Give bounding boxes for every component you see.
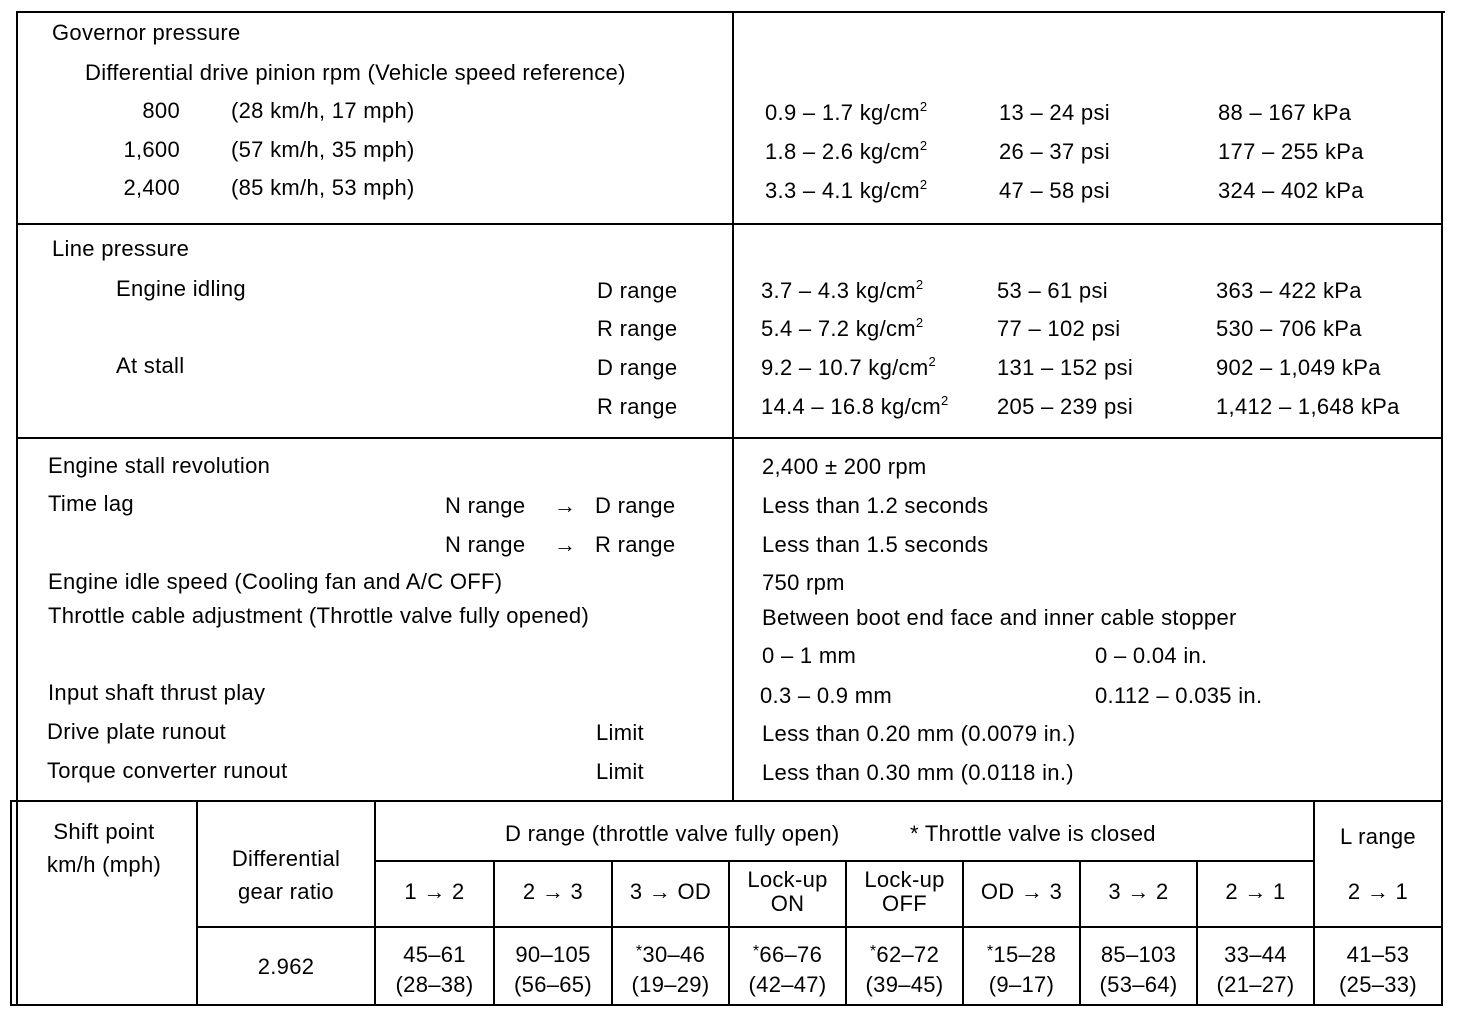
col-header-text: 3 → 2 (1108, 879, 1169, 904)
input-shaft-in: 0.112 – 0.035 in. (1095, 683, 1263, 708)
governor-kg-value: 1.8 – 2.6 kg/cm (765, 139, 920, 164)
divider-line-misc (16, 437, 1443, 439)
shift-mph: (56–65) (514, 972, 592, 997)
governor-psi: 13 – 24 psi (999, 100, 1110, 125)
col-header-lockup-off (847, 868, 962, 916)
shift-point-label: Shift point (53, 819, 155, 844)
column-divider-main (732, 11, 734, 801)
engine-idling-label: Engine idling (116, 276, 246, 301)
closed-throttle-star: * (635, 943, 643, 960)
col-header-l-2-1 (1315, 880, 1441, 904)
arrow-right-icon: → (554, 532, 577, 557)
governor-title: Governor pressure (52, 20, 241, 45)
shift-kmh: 15–28 (993, 942, 1057, 967)
shift-value-3-od (613, 940, 728, 1000)
governor-subtitle: Differential drive pinion rpm (Vehicle speed reference) (85, 60, 626, 85)
line-range: R range (597, 316, 678, 341)
governor-rpm: 1,600 (123, 137, 180, 162)
drive-plate-label: Drive plate runout (47, 719, 227, 744)
idle-speed-label: Engine idle speed (Cooling fan and A/C OFF) (48, 569, 503, 594)
drive-plate-limit: Limit (596, 720, 644, 745)
col-header-2-1 (1198, 880, 1313, 904)
closed-throttle-star: * (986, 943, 994, 960)
governor-kg-value: 3.3 – 4.1 kg/cm (765, 178, 920, 203)
closed-throttle-star: * (752, 943, 760, 960)
line-range: R range (597, 394, 678, 419)
governor-kpa: 88 – 167 kPa (1218, 100, 1352, 125)
time-lag-value: Less than 1.5 seconds (762, 532, 989, 557)
at-stall-label: At stall (116, 353, 185, 378)
shift-value-od-3 (964, 940, 1079, 1000)
line-range: D range (597, 278, 678, 303)
line-psi: 205 – 239 psi (997, 394, 1134, 419)
shift-mph: (19–29) (631, 972, 710, 997)
table-border-bottom (10, 1004, 1443, 1006)
governor-kpa: 324 – 402 kPa (1218, 178, 1364, 203)
governor-speed: (57 km/h, 35 mph) (231, 137, 415, 162)
divider-governor-line (16, 223, 1443, 225)
governor-speed: (28 km/h, 17 mph) (231, 98, 415, 123)
line-kg-value: 14.4 – 16.8 kg/cm (761, 394, 941, 419)
line-kg: 3.7 – 4.3 $kg/cm^2$ (761, 277, 924, 303)
col-header-text: 2 → 1 (1225, 879, 1286, 904)
governor-kg: 1.8 – 2.6 $kg/cm^2$ (765, 138, 928, 164)
throttle-cable-label: Throttle cable adjustment (Throttle valve fully opened) (48, 603, 590, 628)
line-kpa: 902 – 1,049 kPa (1216, 355, 1381, 380)
time-lag-from: N range (445, 532, 526, 557)
col-header-text: 1 → 2 (404, 879, 465, 904)
shift-mph: (25–33) (1339, 972, 1417, 997)
governor-kg: 3.3 – 4.1 $kg/cm^2$ (765, 177, 928, 203)
line-kpa: 1,412 – 1,648 kPa (1216, 394, 1400, 419)
governor-kpa: 177 – 255 kPa (1218, 139, 1364, 164)
time-lag-from: N range (445, 493, 526, 518)
governor-psi: 47 – 58 psi (999, 178, 1110, 203)
shift-kmh: 41–53 (1346, 942, 1410, 967)
col-header-od-3 (964, 880, 1079, 904)
line-range: D range (597, 355, 678, 380)
governor-kg-value: 0.9 – 1.7 kg/cm (765, 100, 920, 125)
col-header-text: 2 → 1 (1347, 879, 1409, 904)
line-psi: 77 – 102 psi (997, 316, 1121, 341)
shift-kmh: 62–72 (876, 942, 940, 967)
line-psi: 53 – 61 psi (997, 278, 1108, 303)
closed-throttle-star: * (869, 943, 877, 960)
drive-plate-value: Less than 0.20 mm (0.0079 in.) (762, 721, 1076, 746)
shift-value-lockup-on (730, 940, 845, 1000)
shift-mph: (39–45) (865, 972, 944, 997)
time-lag-label: Time lag (48, 491, 134, 516)
shift-kmh: 45–61 (403, 942, 466, 967)
table-border-top (16, 11, 1445, 13)
shift-kmh: 30–46 (642, 942, 706, 967)
col-header-1-2 (376, 880, 493, 904)
torque-converter-limit: Limit (596, 759, 644, 784)
table-border-right (1441, 11, 1443, 1006)
shift-value-3-2 (1081, 940, 1196, 1000)
shift-value-lockup-off (847, 940, 962, 1000)
shift-kmh: 33–44 (1224, 942, 1287, 967)
divider-misc-shift (10, 800, 1443, 802)
col-header-text: Lock-up (864, 867, 945, 892)
shift-mph: (21–27) (1216, 972, 1295, 997)
line-kg: 9.2 – 10.7 $kg/cm^2$ (761, 354, 936, 380)
col-header-text: OD → 3 (980, 879, 1063, 904)
line-kg-value: 9.2 – 10.7 kg/cm (761, 355, 929, 380)
shift-kmh: 90–105 (515, 942, 591, 967)
shift-mph: (28–38) (395, 972, 474, 997)
col-header-3-2 (1081, 880, 1196, 904)
torque-converter-value: Less than 0.30 mm (0.0118 in.) (762, 760, 1074, 785)
governor-psi: 26 – 37 psi (999, 139, 1110, 164)
col-header-text-2: ON (770, 891, 805, 916)
governor-rpm: 2,400 (123, 175, 180, 200)
col-header-text: 2 → 3 (522, 879, 584, 904)
throttle-cable-value: Between boot end face and inner cable stopper (762, 605, 1237, 630)
time-lag-to: R range (595, 532, 676, 557)
input-shaft-mm: 0.3 – 0.9 mm (760, 683, 892, 708)
throttle-closed-note: * Throttle valve is closed (910, 821, 1156, 846)
gear-ratio-value: 2.962 (257, 954, 315, 979)
throttle-cable-mm: 0 – 1 mm (762, 643, 857, 668)
idle-speed-value: 750 rpm (762, 570, 845, 595)
col-header-text: 3 → OD (629, 879, 712, 904)
shift-value-2-3 (495, 940, 611, 1000)
governor-speed: (85 km/h, 53 mph) (231, 175, 415, 200)
line-kg-value: 5.4 – 7.2 kg/cm (761, 316, 916, 341)
shift-value-2-1 (1198, 940, 1313, 1000)
stall-revolution-value: 2,400 ± 200 rpm (762, 454, 927, 479)
shift-value-l-2-1 (1315, 940, 1441, 1000)
line-pressure-title: Line pressure (52, 236, 190, 261)
line-kg-value: 3.7 – 4.3 kg/cm (761, 278, 916, 303)
torque-converter-label: Torque converter runout (47, 758, 288, 783)
shift-mph: (9–17) (988, 972, 1055, 997)
time-lag-to: D range (595, 493, 676, 518)
line-kg: 5.4 – 7.2 $kg/cm^2$ (761, 315, 924, 341)
col-header-text-2: OFF (882, 891, 927, 916)
time-lag-value: Less than 1.2 seconds (762, 493, 989, 518)
line-psi: 131 – 152 psi (997, 355, 1134, 380)
shift-mph: (42–47) (748, 972, 827, 997)
input-shaft-label: Input shaft thrust play (48, 680, 266, 705)
gear-ratio-label: gear ratio (238, 879, 334, 904)
governor-rpm: 800 (142, 98, 180, 123)
differential-label: Differential (231, 846, 341, 871)
d-range-header: D range (throttle valve fully open) (505, 821, 840, 846)
throttle-cable-in: 0 – 0.04 in. (1095, 643, 1208, 668)
line-kpa: 363 – 422 kPa (1216, 278, 1362, 303)
col-header-lockup-on (730, 868, 845, 916)
arrow-right-icon: → (554, 493, 577, 518)
shift-row-line (196, 926, 1443, 928)
line-kpa: 530 – 706 kPa (1216, 316, 1362, 341)
shift-value-1-2 (376, 940, 493, 1000)
line-kg: 14.4 – 16.8 $kg/cm^2$ (761, 393, 949, 419)
col-header-text: Lock-up (747, 867, 828, 892)
shift-kmh: 85–103 (1100, 942, 1177, 967)
stall-revolution-label: Engine stall revolution (48, 453, 271, 478)
shift-point-unit: km/h (mph) (46, 852, 162, 877)
col-header-2-3 (495, 880, 611, 904)
l-range-header: L range (1340, 824, 1416, 849)
shift-kmh: 66–76 (759, 942, 823, 967)
shift-mph: (53–64) (1099, 972, 1178, 997)
col-header-3-od (613, 880, 728, 904)
governor-kg: 0.9 – 1.7 $kg/cm^2$ (765, 99, 928, 125)
